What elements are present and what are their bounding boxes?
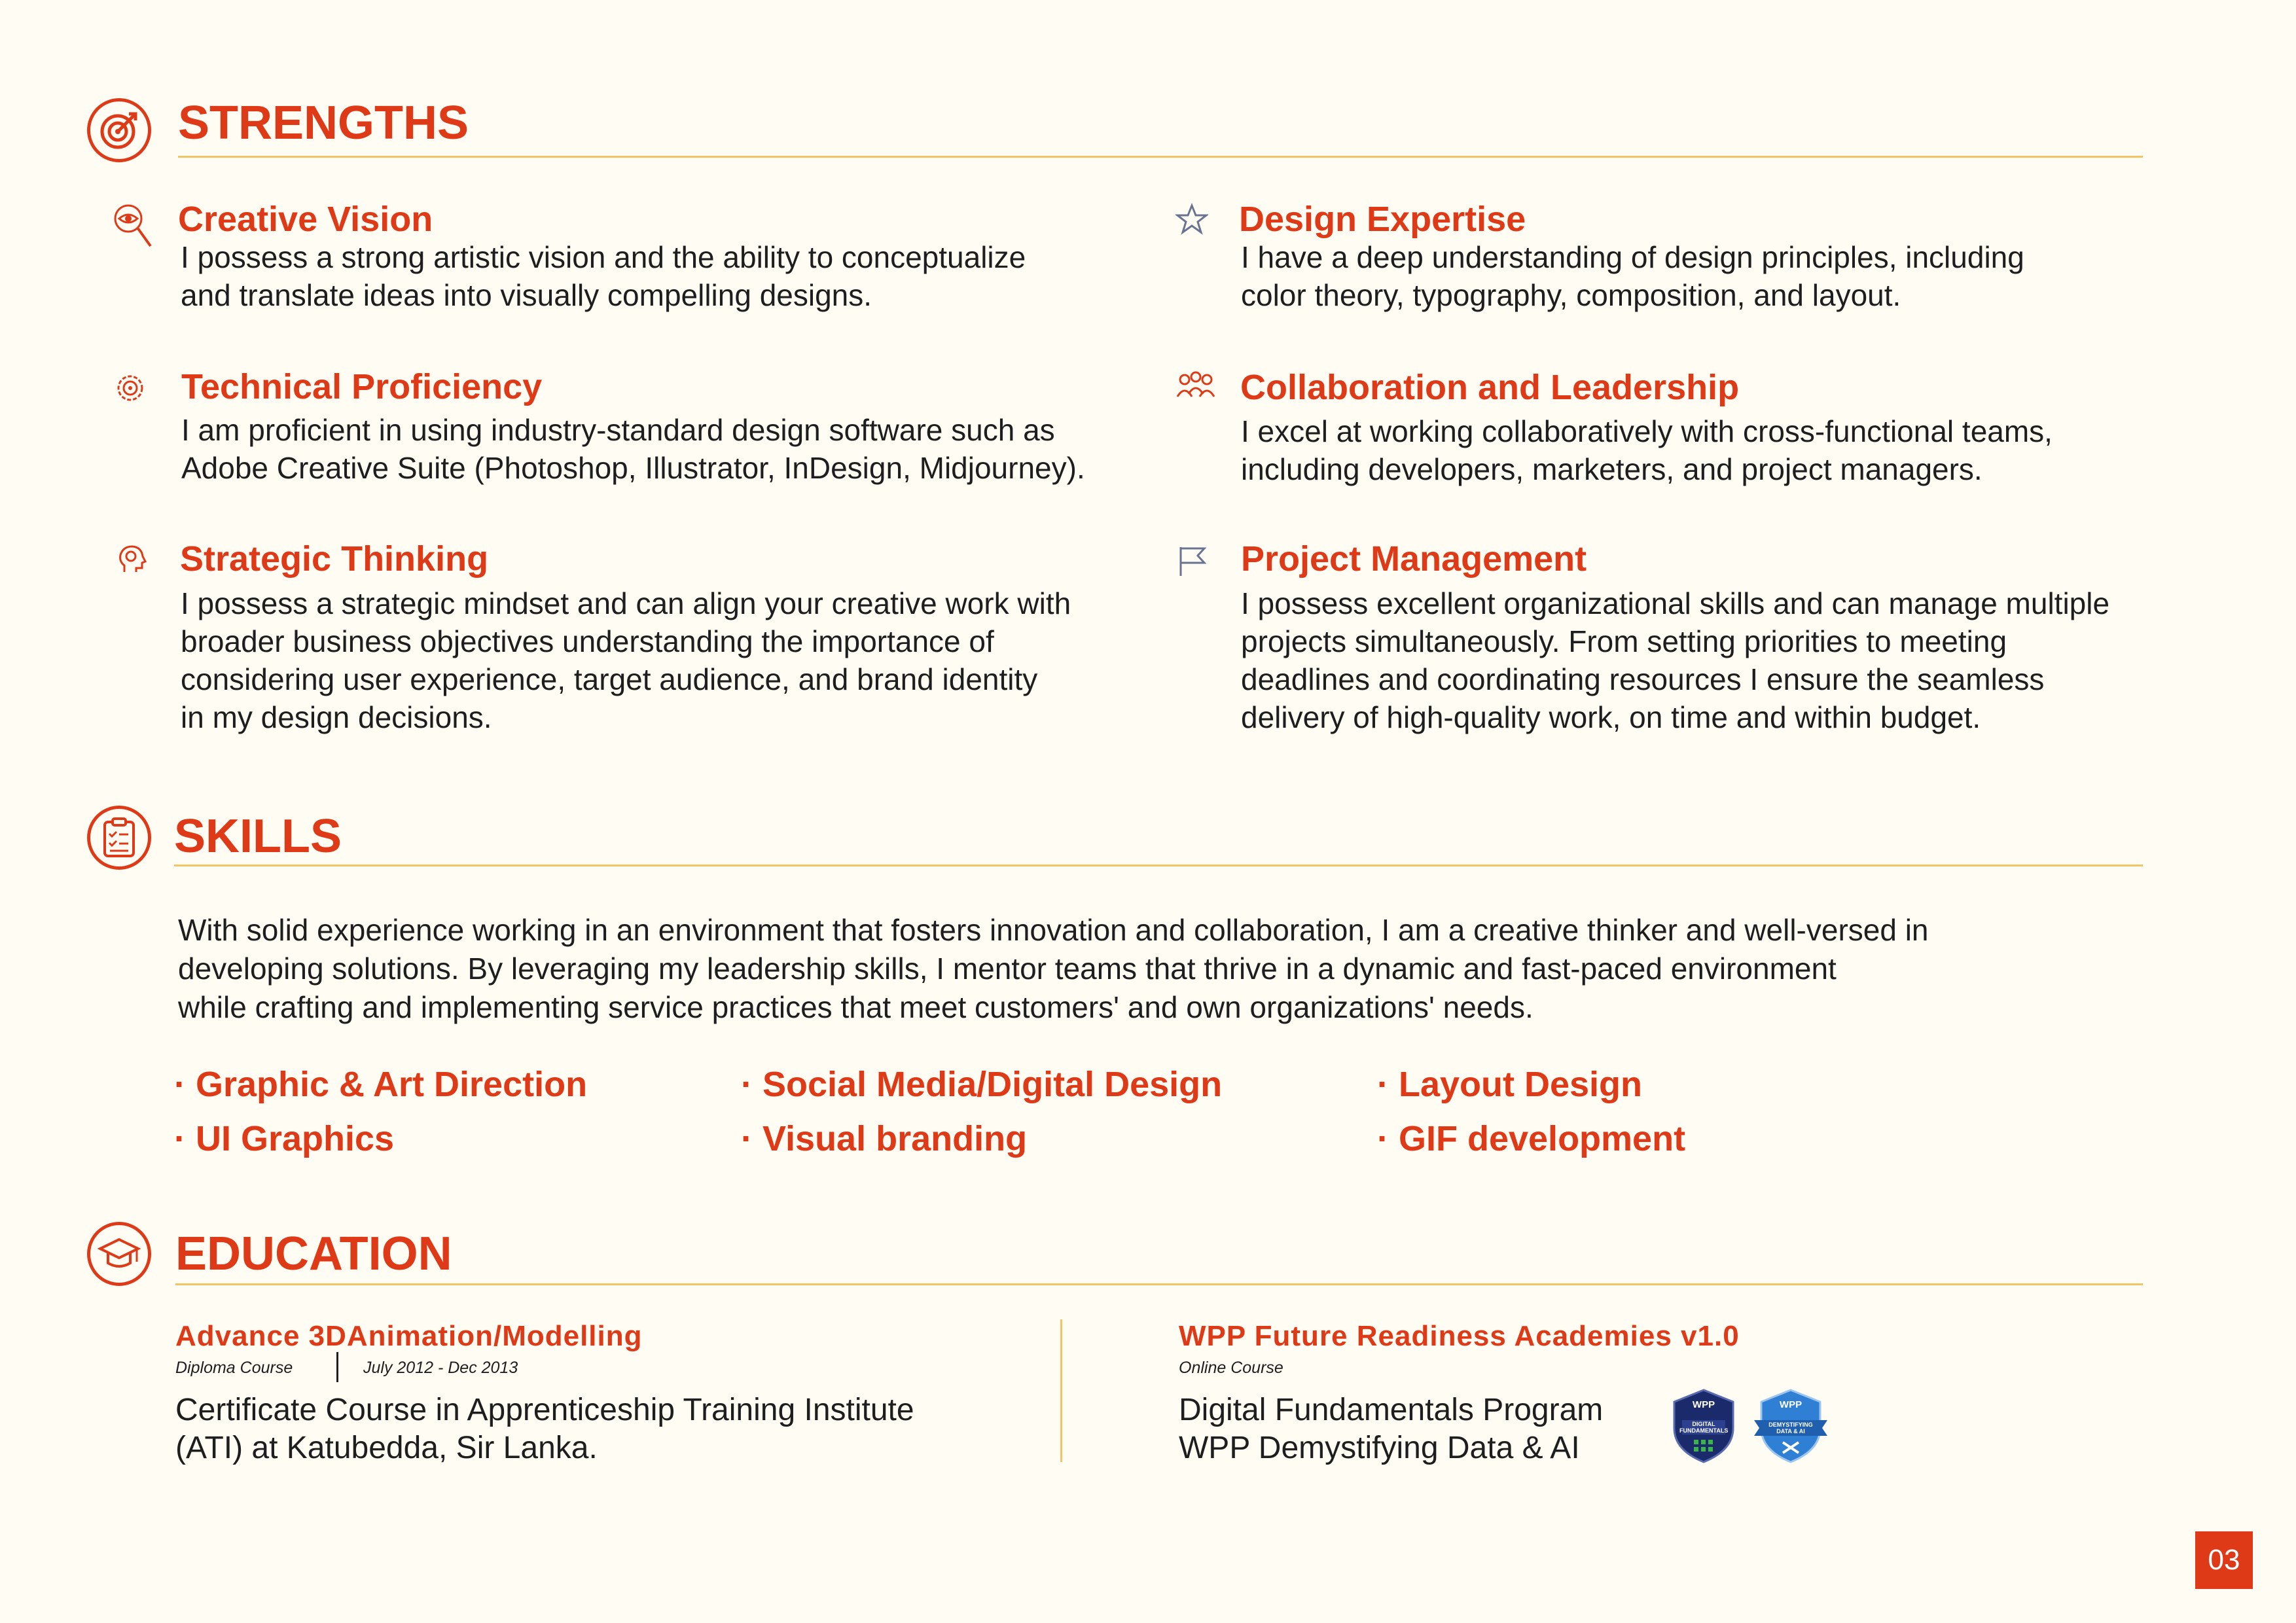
digital-fundamentals-badge — [1668, 1387, 1740, 1465]
skills-title: SKILLS — [174, 810, 342, 863]
badge-top-text: WPP — [1692, 1399, 1715, 1410]
badge-label: DIGITAL FUNDAMENTALS — [1679, 1421, 1729, 1434]
skill-item: · Layout Design — [1377, 1065, 1643, 1104]
graduation-cap-icon — [87, 1222, 151, 1286]
page-number: 03 — [2195, 1531, 2253, 1589]
education-column-divider — [1060, 1319, 1062, 1462]
strength-body-creative-vision: I possess a strong artistic vision and the ability to conceptualize and translate ideas into visually compelling designs. — [181, 240, 1026, 312]
skills-divider — [174, 865, 2143, 866]
strength-title-technical-proficiency: Technical Proficiency — [181, 367, 543, 406]
education-entry-line: (ATI) at Katubedda, Sir Lanka. — [175, 1431, 598, 1465]
skill-item: · Graphic & Art Direction — [174, 1065, 588, 1104]
education-entry-title: Advance 3DAnimation/Modelling — [175, 1320, 643, 1352]
strengths-title: STRENGTHS — [178, 97, 469, 149]
eye-magnifier-icon — [113, 203, 152, 242]
head-brain-icon — [115, 543, 154, 582]
strength-body-collaboration-leadership: I excel at working collaboratively with cross-functional teams, including developers, marketers, and project managers. — [1241, 414, 2053, 486]
strength-body-project-management: I possess excellent organizational skills and can manage multiple projects simultaneously. From setting priorities to meeting deadlines and coordinating resources I ensure the seamless delivery of high-quality work, on time and within budget. — [1241, 586, 2110, 734]
demystifying-data-ai-badge — [1751, 1387, 1830, 1465]
education-entry-type: Online Course — [1179, 1359, 1283, 1377]
flag-icon — [1177, 544, 1216, 584]
team-icon — [1175, 370, 1215, 410]
skill-item: · Visual branding — [741, 1119, 1028, 1158]
strengths-divider — [178, 156, 2143, 158]
strength-title-creative-vision: Creative Vision — [178, 200, 433, 239]
strength-body-design-expertise: I have a deep understanding of design principles, including color theory, typography, composition, and layout. — [1241, 240, 2024, 312]
education-entry-line: Digital Fundamentals Program — [1179, 1393, 1604, 1427]
education-entry-line: Certificate Course in Apprenticeship Training Institute — [175, 1393, 914, 1427]
education-entry-title: WPP Future Readiness Academies v1.0 — [1179, 1320, 1740, 1352]
strength-title-collaboration-leadership: Collaboration and Leadership — [1240, 368, 1740, 407]
skill-item: · Social Media/Digital Design — [741, 1065, 1223, 1104]
education-title: EDUCATION — [175, 1228, 452, 1280]
education-meta-separator — [336, 1352, 338, 1382]
strength-title-strategic-thinking: Strategic Thinking — [180, 539, 489, 579]
star-icon — [1175, 203, 1215, 242]
target-icon — [87, 98, 151, 162]
education-entry-dates: July 2012 - Dec 2013 — [363, 1359, 518, 1377]
education-entry-type: Diploma Course — [175, 1359, 293, 1377]
badge-label: DEMYSTIFYING DATA & AI — [1768, 1421, 1813, 1435]
skills-intro: With solid experience working in an environment that fosters innovation and collaboration, I am a creative thinker and well-versed in developing solutions. By leveraging my leadership skills, I mentor teams that thrive in a dynamic and fast-paced environment while crafting and implementing service practices that meet customers' and own organizations' needs. — [178, 913, 1929, 1024]
strength-title-design-expertise: Design Expertise — [1239, 200, 1526, 239]
strength-body-technical-proficiency: I am proficient in using industry-standard design software such as Adobe Creative Suite (Photoshop, Illustrator, InDesign, Midjourney). — [181, 413, 1085, 485]
badge-top-text: WPP — [1779, 1399, 1803, 1410]
clipboard-checklist-icon — [87, 806, 151, 870]
skill-item: · UI Graphics — [174, 1119, 395, 1158]
education-entry-line: WPP Demystifying Data & AI — [1179, 1431, 1580, 1465]
strength-title-project-management: Project Management — [1241, 539, 1587, 579]
strength-body-strategic-thinking: I possess a strategic mindset and can align your creative work with broader business objectives understanding the importance of considering user experience, target audience, and brand identity in my design decisions. — [181, 586, 1071, 734]
education-divider — [175, 1283, 2143, 1285]
skill-item: · GIF development — [1377, 1119, 1686, 1158]
gear-target-icon — [114, 372, 153, 411]
